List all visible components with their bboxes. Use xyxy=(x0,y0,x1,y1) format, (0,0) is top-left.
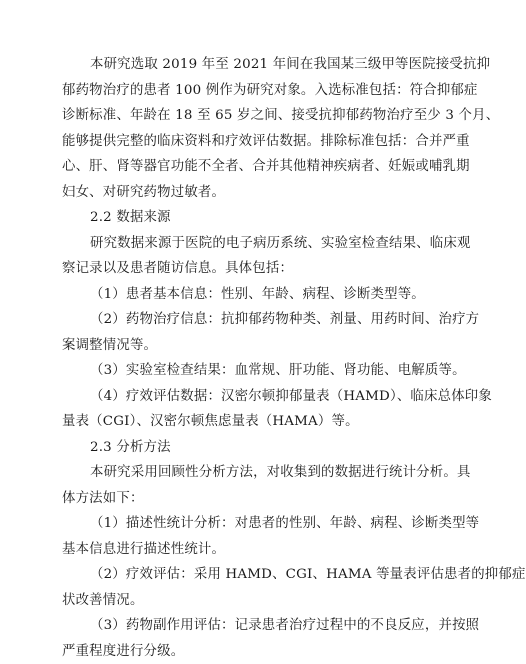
paragraph-line: 郁药物治疗的患者 100 例作为研究对象。入选标准包括：符合抑郁症 xyxy=(62,78,440,104)
list-item-continuation: 严重程度进行分级。 xyxy=(62,639,440,664)
paragraph-line: 研究数据来源于医院的电子病历系统、实验室检查结果、临床观 xyxy=(62,231,440,257)
list-item: （2）药物治疗信息：抗抑郁药物种类、剂量、用药时间、治疗方 xyxy=(62,307,440,333)
paragraph-line: 本研究采用回顾性分析方法，对收集到的数据进行统计分析。具 xyxy=(62,460,440,486)
list-item-continuation: 案调整情况等。 xyxy=(62,333,440,359)
section-heading-2-3: 2.3 分析方法 xyxy=(62,435,440,461)
list-item: （1）描述性统计分析：对患者的性别、年龄、病程、诊断类型等 xyxy=(62,511,440,537)
paragraph-line: 本研究选取 2019 年至 2021 年间在我国某三级甲等医院接受抗抑 xyxy=(62,52,440,78)
list-item-continuation: 状改善情况。 xyxy=(62,588,440,614)
paragraph-line: 妇女、对研究药物过敏者。 xyxy=(62,180,440,206)
list-item: （3）实验室检查结果：血常规、肝功能、肾功能、电解质等。 xyxy=(62,358,440,384)
list-item: （2）疗效评估：采用 HAMD、CGI、HAMA 等量表评估患者的抑郁症 xyxy=(62,562,440,588)
list-item: （1）患者基本信息：性别、年龄、病程、诊断类型等。 xyxy=(62,282,440,308)
section-heading-2-2: 2.2 数据来源 xyxy=(62,205,440,231)
list-item-continuation: 基本信息进行描述性统计。 xyxy=(62,537,440,563)
paragraph-line: 诊断标准、年龄在 18 至 65 岁之间、接受抗抑郁药物治疗至少 3 个月、 xyxy=(62,103,440,129)
paragraph-line: 体方法如下： xyxy=(62,486,440,512)
paragraph-line: 能够提供完整的临床资料和疗效评估数据。排除标准包括：合并严重 xyxy=(62,129,440,155)
list-item: （4）疗效评估数据：汉密尔顿抑郁量表（HAMD）、临床总体印象 xyxy=(62,384,440,410)
list-item-continuation: 量表（CGI）、汉密尔顿焦虑量表（HAMA）等。 xyxy=(62,409,440,435)
list-item: （3）药物副作用评估：记录患者治疗过程中的不良反应，并按照 xyxy=(62,613,440,639)
document-body xyxy=(62,52,440,664)
paragraph-line: 察记录以及患者随访信息。具体包括： xyxy=(62,256,440,282)
paragraph-line: 心、肝、肾等器官功能不全者、合并其他精神疾病者、妊娠或哺乳期 xyxy=(62,154,440,180)
